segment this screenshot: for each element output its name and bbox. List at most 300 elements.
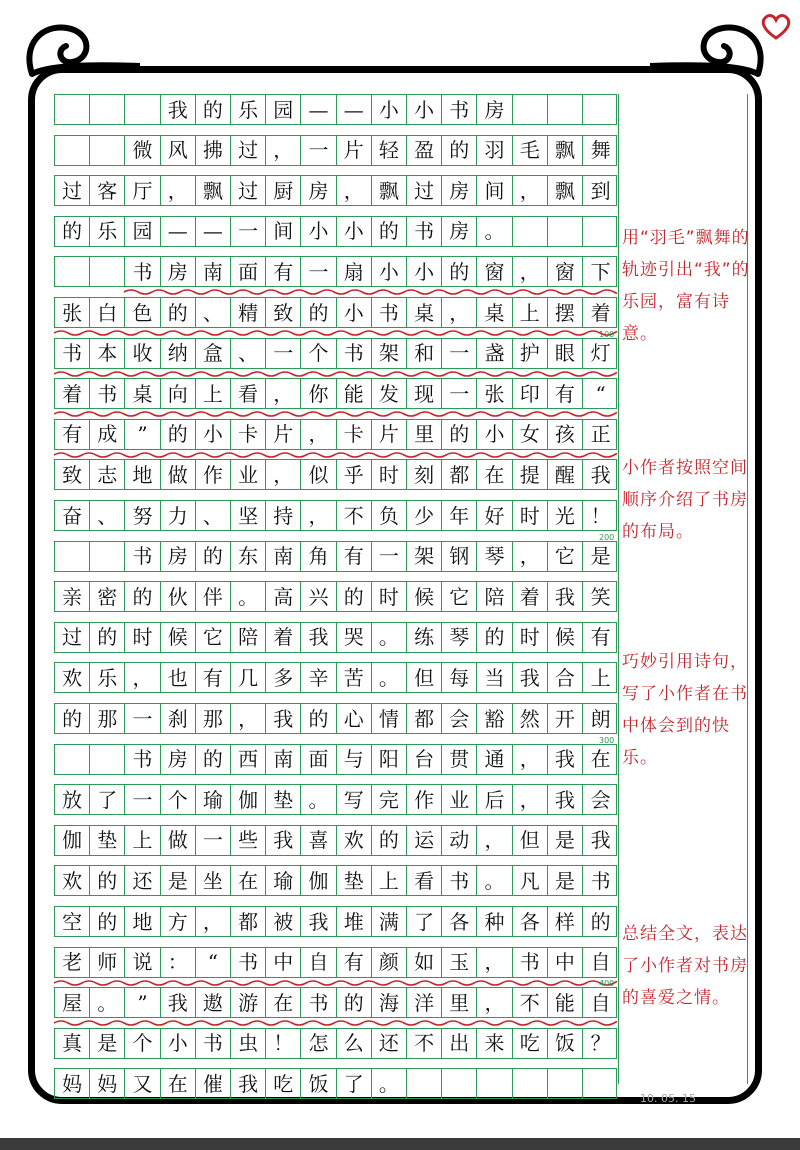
grid-cell <box>161 948 196 977</box>
grid-char: 小 <box>308 219 329 244</box>
grid-char: 多 <box>273 665 294 690</box>
grid-char: 微 <box>132 138 153 163</box>
grid-cell <box>125 785 160 814</box>
grid-cell <box>513 704 548 733</box>
grid-row <box>54 135 617 166</box>
grid-cell <box>583 988 618 1017</box>
grid-char: 小 <box>343 219 364 244</box>
grid-cell <box>231 379 266 408</box>
annotation-3: 巧妙引用诗句，写了小作者在书中体会到的快乐。 <box>622 652 748 768</box>
wavy-underline <box>54 329 617 337</box>
grid-char: 护 <box>519 341 540 366</box>
grid-cell <box>90 623 125 652</box>
grid-char: 乐 <box>97 665 118 690</box>
grid-cell <box>125 826 160 855</box>
grid-cell <box>513 785 548 814</box>
grid-cell <box>583 826 618 855</box>
grid-char: 窗 <box>554 259 575 284</box>
grid-row <box>54 297 617 328</box>
grid-char: 方 <box>167 909 188 934</box>
grid-cell <box>442 257 477 286</box>
grid-char: ， <box>343 178 364 203</box>
grid-char: 书 <box>238 950 259 975</box>
grid-cell <box>266 136 301 165</box>
grid-cell <box>90 460 125 489</box>
grid-cell <box>442 988 477 1017</box>
grid-cell <box>90 704 125 733</box>
grid-char: 、 <box>202 300 223 325</box>
grid-char: 风 <box>167 138 188 163</box>
grid-cell <box>125 1069 160 1098</box>
grid-cell <box>266 907 301 936</box>
grid-cell <box>266 217 301 246</box>
grid-char: 各 <box>519 909 540 934</box>
grid-char: 桌 <box>132 381 153 406</box>
grid-cell <box>442 582 477 611</box>
grid-cell <box>372 907 407 936</box>
grid-cell <box>513 826 548 855</box>
grid-cell <box>231 542 266 571</box>
grid-cell <box>548 136 583 165</box>
grid-char: 怎 <box>308 1031 329 1056</box>
grid-char: 师 <box>97 950 118 975</box>
grid-row <box>54 622 617 653</box>
grid-char: 书 <box>519 950 540 975</box>
grid-cell <box>548 1029 583 1058</box>
grid-char: 桌 <box>484 300 505 325</box>
grid-char: 琴 <box>484 544 505 569</box>
grid-char: 。 <box>378 625 399 650</box>
grid-char: 刹 <box>167 706 188 731</box>
grid-char: 现 <box>414 381 435 406</box>
grid-char: 业 <box>238 462 259 487</box>
grid-cell <box>301 176 336 205</box>
grid-cell <box>477 663 512 692</box>
grid-char: 在 <box>167 1071 188 1096</box>
grid-char: 琴 <box>449 625 470 650</box>
grid-cell <box>231 339 266 368</box>
grid-cell <box>442 745 477 774</box>
grid-cell <box>266 623 301 652</box>
grid-cell <box>161 379 196 408</box>
grid-char: 园 <box>273 97 294 122</box>
grid-row <box>54 419 617 450</box>
grid-cell <box>55 907 90 936</box>
grid-cell <box>125 257 160 286</box>
grid-cell <box>477 1029 512 1058</box>
grid-cell <box>196 623 231 652</box>
grid-char: 中 <box>273 950 294 975</box>
grid-char: 小 <box>343 300 364 325</box>
grid-char: 时 <box>378 584 399 609</box>
grid-char: 片 <box>378 422 399 447</box>
grid-cell <box>337 542 372 571</box>
grid-char: 年 <box>449 503 470 528</box>
grid-char: 玉 <box>449 950 470 975</box>
grid-char: 舞 <box>590 138 611 163</box>
grid-cell <box>372 217 407 246</box>
grid-char: 它 <box>449 584 470 609</box>
grid-cell <box>583 582 618 611</box>
grid-char: 瑜 <box>202 787 223 812</box>
grid-cell <box>513 501 548 530</box>
grid-cell <box>442 136 477 165</box>
grid-char: 到 <box>590 178 611 203</box>
grid-char: 台 <box>414 747 435 772</box>
grid-char: 桌 <box>414 300 435 325</box>
grid-char: ， <box>484 990 505 1015</box>
grid-cell <box>442 217 477 246</box>
grid-cell <box>407 1069 442 1098</box>
grid-char: 南 <box>202 259 223 284</box>
grid-cell <box>583 542 618 571</box>
grid-char: ， <box>519 178 540 203</box>
grid-char: 有 <box>590 625 611 650</box>
grid-cell <box>548 298 583 327</box>
grid-char: 苦 <box>343 665 364 690</box>
grid-cell <box>196 339 231 368</box>
grid-cell <box>161 339 196 368</box>
grid-char: 。 <box>308 787 329 812</box>
grid-char: 地 <box>132 462 153 487</box>
grid-char: 个 <box>167 787 188 812</box>
composition-grid <box>54 94 617 1096</box>
grid-cell <box>196 95 231 124</box>
grid-cell <box>513 298 548 327</box>
grid-cell <box>55 1029 90 1058</box>
grid-char: 好 <box>484 503 505 528</box>
grid-row <box>54 378 617 409</box>
grid-cell <box>301 582 336 611</box>
grid-cell <box>583 339 618 368</box>
grid-char: 乐 <box>97 219 118 244</box>
grid-char: 的 <box>449 422 470 447</box>
grid-char: 笑 <box>590 584 611 609</box>
grid-char: 书 <box>202 1031 223 1056</box>
grid-char: 的 <box>378 828 399 853</box>
grid-cell <box>196 663 231 692</box>
grid-char: 摆 <box>554 300 575 325</box>
grid-cell <box>125 623 160 652</box>
grid-char: 在 <box>273 990 294 1015</box>
grid-char: 客 <box>97 178 118 203</box>
grid-char: 厨 <box>273 178 294 203</box>
grid-char: ， <box>132 665 153 690</box>
grid-cell <box>90 1069 125 1098</box>
grid-char: 我 <box>167 990 188 1015</box>
grid-cell <box>90 136 125 165</box>
grid-cell <box>407 907 442 936</box>
grid-cell <box>407 866 442 895</box>
grid-cell <box>337 257 372 286</box>
grid-char: 醒 <box>554 462 575 487</box>
grid-char: 我 <box>554 747 575 772</box>
grid-char: 书 <box>308 990 329 1015</box>
grid-char: 色 <box>132 300 153 325</box>
grid-char: 游 <box>238 990 259 1015</box>
grid-char: 是 <box>167 868 188 893</box>
grid-cell <box>372 1069 407 1098</box>
grid-cell <box>583 420 618 449</box>
grid-cell <box>442 298 477 327</box>
grid-char: 说 <box>132 950 153 975</box>
grid-cell <box>477 582 512 611</box>
grid-char: 盈 <box>414 138 435 163</box>
grid-cell <box>231 1069 266 1098</box>
grid-cell <box>407 704 442 733</box>
grid-row <box>54 1028 617 1059</box>
grid-char: 盒 <box>202 341 223 366</box>
grid-char: 坐 <box>202 868 223 893</box>
grid-char: 持 <box>273 503 294 528</box>
grid-cell <box>196 460 231 489</box>
grid-cell <box>583 95 618 124</box>
grid-cell <box>513 136 548 165</box>
grid-char: 么 <box>343 1031 364 1056</box>
grid-char: 饭 <box>308 1071 329 1096</box>
grid-char: 印 <box>519 381 540 406</box>
grid-char: ， <box>308 422 329 447</box>
grid-cell <box>548 582 583 611</box>
grid-cell <box>196 257 231 286</box>
grid-char: 但 <box>519 828 540 853</box>
grid-char: 有 <box>273 259 294 284</box>
grid-char: 看 <box>238 381 259 406</box>
grid-char: 志 <box>97 462 118 487</box>
grid-char: 动 <box>449 828 470 853</box>
grid-char: 心 <box>343 706 364 731</box>
grid-cell <box>548 663 583 692</box>
grid-cell <box>125 542 160 571</box>
grid-cell <box>372 542 407 571</box>
grid-char: 欢 <box>62 868 83 893</box>
grid-cell <box>161 217 196 246</box>
grid-char: 吃 <box>273 1071 294 1096</box>
grid-cell <box>583 460 618 489</box>
grid-cell <box>513 420 548 449</box>
grid-char: 在 <box>484 462 505 487</box>
grid-cell <box>301 298 336 327</box>
grid-char: 做 <box>167 828 188 853</box>
grid-char: 我 <box>308 909 329 934</box>
grid-char: 致 <box>62 462 83 487</box>
grid-cell <box>337 95 372 124</box>
grid-cell <box>548 826 583 855</box>
grid-char: 书 <box>62 341 83 366</box>
grid-cell <box>337 460 372 489</box>
grid-cell <box>442 542 477 571</box>
grid-cell <box>125 866 160 895</box>
grid-cell <box>583 298 618 327</box>
grid-cell <box>301 95 336 124</box>
grid-cell <box>407 217 442 246</box>
grid-char: 都 <box>238 909 259 934</box>
grid-cell <box>266 745 301 774</box>
grid-cell <box>266 298 301 327</box>
grid-char: 和 <box>414 341 435 366</box>
grid-char: 候 <box>554 625 575 650</box>
grid-row <box>54 662 617 693</box>
grid-cell <box>55 948 90 977</box>
grid-char: 架 <box>378 341 399 366</box>
grid-char: 我 <box>167 97 188 122</box>
grid-cell <box>266 866 301 895</box>
grid-char: ！ <box>590 503 611 528</box>
grid-cell <box>196 866 231 895</box>
grid-char: 书 <box>97 381 118 406</box>
grid-char: 不 <box>519 990 540 1015</box>
grid-char: 小 <box>167 1031 188 1056</box>
grid-cell <box>196 582 231 611</box>
grid-cell <box>125 217 160 246</box>
grid-cell <box>55 623 90 652</box>
grid-cell <box>407 542 442 571</box>
grid-cell <box>196 298 231 327</box>
grid-char: 孩 <box>554 422 575 447</box>
grid-char: 来 <box>484 1031 505 1056</box>
grid-char: 屋 <box>62 990 83 1015</box>
grid-cell <box>583 379 618 408</box>
grid-cell <box>548 257 583 286</box>
grid-char: 堆 <box>343 909 364 934</box>
grid-cell <box>513 663 548 692</box>
grid-char: 飘 <box>378 178 399 203</box>
grid-cell <box>55 298 90 327</box>
grid-char: 凡 <box>519 868 540 893</box>
grid-char: 片 <box>343 138 364 163</box>
grid-char: 被 <box>273 909 294 934</box>
grid-cell <box>372 745 407 774</box>
grid-cell <box>196 217 231 246</box>
grid-cell <box>548 948 583 977</box>
grid-char: — <box>343 97 364 122</box>
grid-char: 贯 <box>449 747 470 772</box>
grid-cell <box>55 988 90 1017</box>
grid-char: 又 <box>132 1071 153 1096</box>
grid-cell <box>266 826 301 855</box>
grid-char: 房 <box>167 544 188 569</box>
grid-cell <box>372 785 407 814</box>
grid-char: 房 <box>484 97 505 122</box>
grid-char: 满 <box>378 909 399 934</box>
grid-cell <box>477 95 512 124</box>
grid-char: 陪 <box>484 584 505 609</box>
grid-char: 密 <box>97 584 118 609</box>
grid-char: 自 <box>590 990 611 1015</box>
grid-cell <box>301 460 336 489</box>
grid-cell <box>125 1029 160 1058</box>
grid-cell <box>337 379 372 408</box>
grid-char: 合 <box>554 665 575 690</box>
grid-char: 能 <box>343 381 364 406</box>
grid-cell <box>266 379 301 408</box>
grid-cell <box>477 257 512 286</box>
grid-char: 架 <box>414 544 435 569</box>
grid-cell <box>161 1029 196 1058</box>
grid-cell <box>407 1029 442 1058</box>
grid-cell <box>266 988 301 1017</box>
grid-char: 会 <box>590 787 611 812</box>
grid-cell <box>266 501 301 530</box>
grid-cell <box>337 745 372 774</box>
grid-char: 看 <box>414 868 435 893</box>
grid-cell <box>231 988 266 1017</box>
grid-cell <box>55 582 90 611</box>
grid-char: 伽 <box>62 828 83 853</box>
grid-char: 飘 <box>554 138 575 163</box>
grid-cell <box>583 257 618 286</box>
grid-cell <box>372 663 407 692</box>
grid-cell <box>266 339 301 368</box>
grid-cell <box>337 176 372 205</box>
grid-cell <box>301 907 336 936</box>
grid-cell <box>90 501 125 530</box>
grid-row <box>54 94 617 125</box>
grid-char: ， <box>167 178 188 203</box>
grid-cell <box>513 176 548 205</box>
grid-char: 拂 <box>202 138 223 163</box>
grid-cell <box>337 1029 372 1058</box>
grid-cell <box>442 785 477 814</box>
grid-cell <box>231 501 266 530</box>
grid-char: 的 <box>449 138 470 163</box>
grid-cell <box>55 785 90 814</box>
grid-cell <box>90 176 125 205</box>
grid-char: 一 <box>202 828 223 853</box>
grid-cell <box>407 623 442 652</box>
grid-char: 阳 <box>378 747 399 772</box>
grid-char: 的 <box>202 544 223 569</box>
grid-char: 的 <box>343 990 364 1015</box>
grid-char: 、 <box>202 503 223 528</box>
grid-cell <box>266 663 301 692</box>
grid-cell <box>231 460 266 489</box>
grid-char: 纳 <box>167 341 188 366</box>
grid-cell <box>231 136 266 165</box>
grid-char: 出 <box>449 1031 470 1056</box>
grid-char: 催 <box>202 1071 223 1096</box>
grid-char: 书 <box>132 544 153 569</box>
grid-cell <box>90 339 125 368</box>
grid-cell <box>337 704 372 733</box>
grid-cell <box>266 176 301 205</box>
grid-char: 书 <box>378 300 399 325</box>
grid-char: 向 <box>167 381 188 406</box>
grid-char: 。 <box>378 665 399 690</box>
grid-char: 我 <box>554 584 575 609</box>
grid-cell <box>513 988 548 1017</box>
grid-cell <box>548 988 583 1017</box>
grid-char: 上 <box>202 381 223 406</box>
grid-char: 的 <box>202 97 223 122</box>
grid-char: 的 <box>590 909 611 934</box>
grid-char: 开 <box>554 706 575 731</box>
grid-cell <box>90 826 125 855</box>
grid-char: 南 <box>273 747 294 772</box>
grid-char: 是 <box>554 868 575 893</box>
grid-char: 虫 <box>238 1031 259 1056</box>
grid-char: 空 <box>62 909 83 934</box>
grid-cell <box>301 948 336 977</box>
grid-cell <box>583 1029 618 1058</box>
grid-char: 西 <box>238 747 259 772</box>
grid-cell <box>337 663 372 692</box>
grid-char: 轻 <box>378 138 399 163</box>
grid-cell <box>90 745 125 774</box>
grid-cell <box>301 136 336 165</box>
grid-char: 面 <box>308 747 329 772</box>
grid-char: 。 <box>378 1071 399 1096</box>
